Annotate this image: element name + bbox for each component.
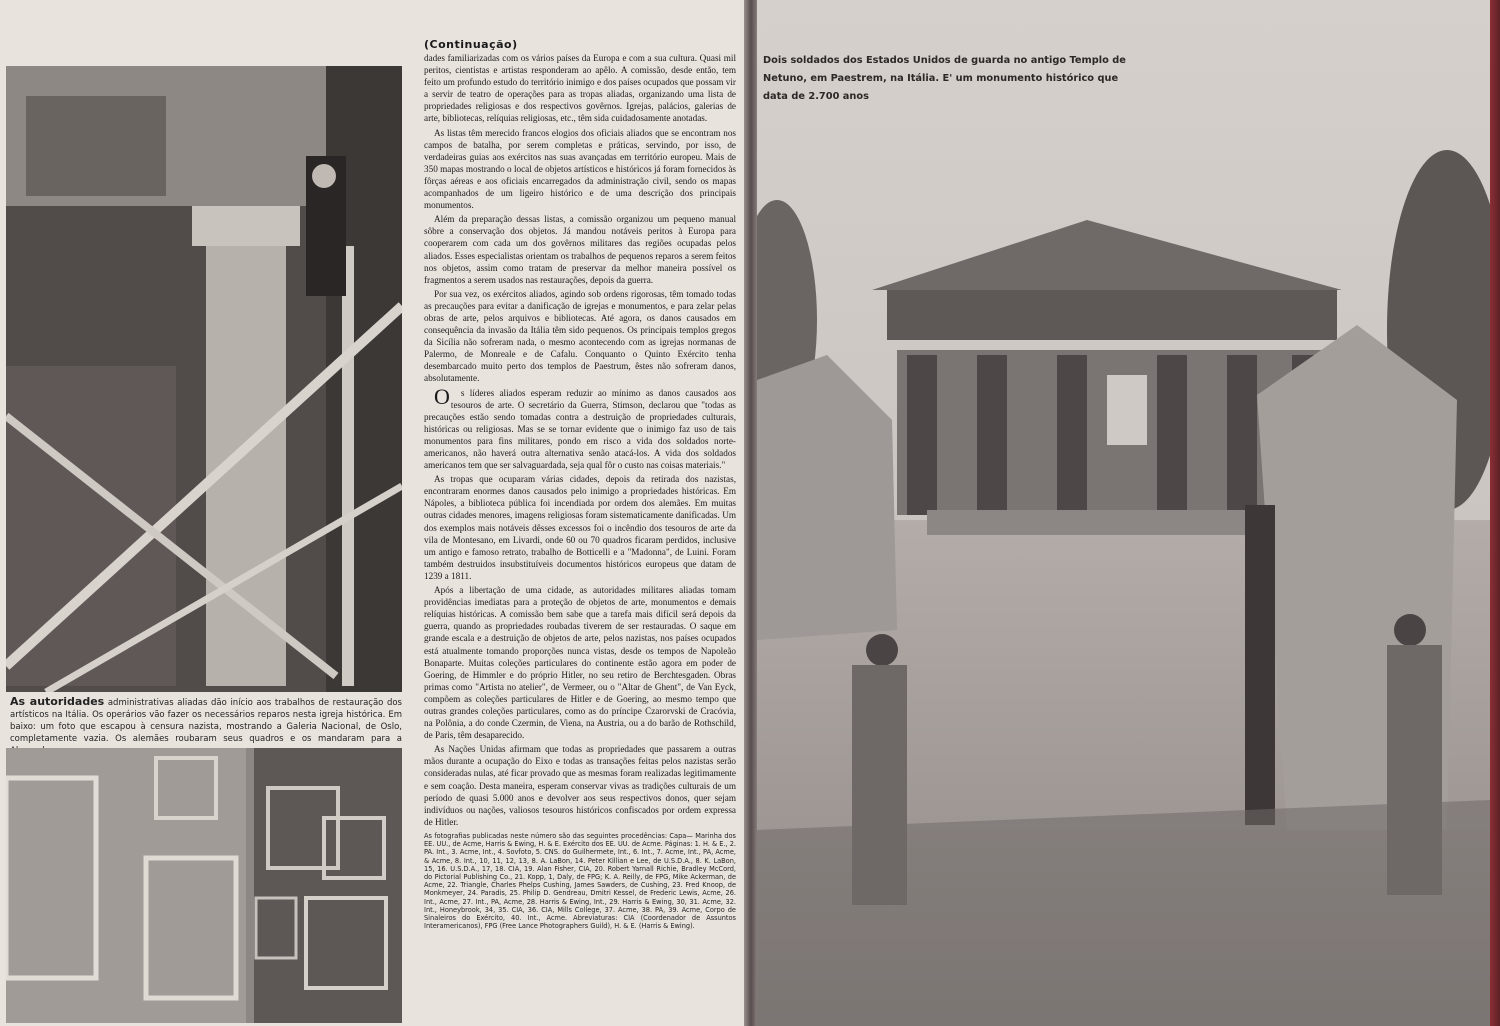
caption-lead: As autoridades xyxy=(10,695,105,708)
left-photo-caption xyxy=(10,696,402,748)
page-gutter xyxy=(744,0,758,1026)
church-restoration-photo xyxy=(6,66,402,692)
left-page xyxy=(0,0,748,1026)
article-paragraph: dades familiarizadas com os vários países da Europa e com a sua cultura. Quasi mil peritos, cientistas e artistas responderam ao apêlo. A comissão, desde então, tem feito um profundo estudo do território inimigo e dos países ocupados que possam vir a servir de teatro de operações para as tropas aliadas, organizando uma lista de propriedades religiosas e dos respectivos govêrnos. Igrejas, palácios, galerias de arte, bibliotecas, relíquias religiosas, etc., têm sida cuidadosamente anotadas. xyxy=(424,53,736,124)
temple-caption: Dois soldados dos Estados Unidos de guarda no antigo Templo de Netuno, em Paestrem, na Itália. E' um monumento histórico que data de 2.700 anos xyxy=(763,55,1126,102)
temple-photo-illustration xyxy=(757,0,1490,1026)
article-column xyxy=(424,38,736,1023)
gallery-photo-illustration xyxy=(6,748,402,1023)
article-paragraph: As Nações Unidas afirmam que todas as propriedades que passarem a outras mãos durante a ocupação do Eixo e todas as transações feitas pelos nazistas serão consideradas nulas, até ficar provado que as mesmas foram realizadas legitimamente e sem coação. Desta maneira, esperam conservar vivas as tradições culturais de um período de quasi 5.000 anos e devolver aos seus respectivos donos, quer sejam indivíduos ou nações, valiosos tesouros históricos confiscados por ordem expressa de Hitler. xyxy=(424,744,736,827)
article-paragraph: As listas têm merecido francos elogios dos oficiais aliados que se encontram nos campos de batalha, por serem completas e práticas, servindo, por isso, de verdadeiras guias aos exércitos nas suas avançadas em território europeu. Mais de 350 mapas mostrando o local de objetos artísticos e históricos já foram fornecidos às fôrças aéreas e aos oficiais encarregados da administração civil, sendo os mapas acompanhados de um ligeiro histórico e de uma descrição dos principais monumentos. xyxy=(424,127,736,211)
article-paragraph: Os líderes aliados esperam reduzir ao mínimo as danos causados aos tesouros de arte. O secretário da Guerra, Stimson, declarou que "todas as precauções estão sendo tomadas contra a destruição de propriedades culturais, históricas ou religiosas. Mas se se tornar evidente que o inimigo faz uso de tais monumentos para fins militares, pondo em risco a vida dos soldados norte-americanos, não haverá outra alternativa senão atacá-los. A vida dos soldados americanos tem que ser salvaguardada, seja qual fôr o custo nas coisas materiais." xyxy=(424,383,736,471)
right-page xyxy=(757,0,1490,1026)
church-photo-illustration xyxy=(6,66,402,692)
article-paragraph: Além da preparação dessas listas, a comissão organizou um pequeno manual sôbre a conservação dos objetos. Já mandou notáveis peritos à Europa para cooperarem com cada um dos govêrnos militares das regiões ocupadas pelos aliados. Esses especialistas orientam os trabalhos de pequenos reparos a serem feitos nos objetos, assim como tratam de preservar da melhor maneira possível os fragmentos a serem usados nas restaurações, depois da guerra. xyxy=(424,214,736,285)
article-heading: (Continuação) xyxy=(424,38,518,51)
article-paragraph: Após a libertação de uma cidade, as autoridades militares aliadas tomam providências imediatas para a proteção de objetos de arte, monumentos e demais relíquias históricas. A comissão bem sabe que a tarefa mais difícil será depois da guerra, quando as propriedades roubadas tiverem de ser restauradas. O saque em grande escala e a destruição de objetos de arte, pelos nazistas, nos países ocupados está atualmente tomando proporções nunca vistas, desde os tempos de Napoleão Bonaparte. Muitas coleções particulares do continente estão agora em poder de Goering, de Himmler e do próprio Hitler, no seu retiro de Berchtesgaden. Obras primas como "Artista no atelier", de Vermeer, ou o "Altar de Ghent", de Van Eyck, compõem as coleções particulares de Hitler e de Goering, ao mesmo tempo que outras grandes coleções particulares, como as do príncipe Czarorvski de Cracóvia, na Polônia, a do conde Czermin, de Viena, na Austria, ou a do barão de Rothschild, de Paris, têm desaparecido. xyxy=(424,585,736,741)
photo-credits: As fotografias publicadas neste número são das seguintes procedências: Capa— Marinha dos EE. UU., de Acme, Harris & Ewing, H. & E. Exército dos EE. UU. de Acme. Páginas: 1. H. & E., 2. PA. Int., 3. Acme, Int., 4. Sovfoto, 5. CNS. do Guilhermete, Int., 6. Int., 7. Acme, Int., PA, Acme, & Acme, 8. Int., 10, 11, 12, 13, 8. A. LaBon, 14. Peter Killian e Lee, de U.S.D.A., 8. K. LaBon, 15, 16. U.S.D.A., 17, 18. CIA, 19. Alan Fisher, CIA, 20. Robert Yarnall Richie, Bradley McCord, do Pictorial Publishing Co., 21. Kopp, 1, Daly, de FPG; K. A. Reilly, de FPG, Mike Ackerman, de Acme, 22. Triangle, Charles Phelps Cushing, James Sawders, de Cushing, 23. Fred Knoop, de Monkmeyer, 24. Paradis, 25. Philip D. Gendreau, Dmitri Kessel, de Frederic Lewis, Acme, 26. Int., Acme, 27. Int., PA, Acme, 28. Harris & Ewing, Int., 29. Harris & Ewing, 30, 31. Acme, 32. Int., Honeybrook, 34, 35. CIA, 36. CIA, Mills College, 37. Acme, 38. PA, 39. Acme, Corpo de Sinaleiros do Exército, 40. Int., Acme. Abreviaturas: CIA (Coordenador de Assuntos Interamericanos), FPG (Free Lance Photographers Guild), H. & E. (Harris & Ewing). xyxy=(424,831,736,931)
caption-text: administrativas aliadas dão início aos trabalhos de restauração dos artísticos na Itália. Os operários vão fazer os necessários reparos nesta igreja histórica. Em baixo: um foto que escapou à censura nazista, mostrando a Galeria Nacional, de Oslo, completamente vazia. Os alemães roubaram seus quadros e os mandaram para a xyxy=(10,698,402,744)
magazine-edge xyxy=(1490,0,1500,1026)
empty-gallery-photo xyxy=(6,748,402,1023)
article-paragraph: Por sua vez, os exércitos aliados, agindo sob ordens rigorosas, têm tomado todas as precauções para evitar a danificação de igrejas e monumentos, e para zelar pelas obras de arte, pelos arquivos e bibliotecas. Até agora, os danos causados em consequência da invasão da Itália têm sido pequenos. Os principais templos gregos da Sicília não sofreram nada, o mesmo acontecendo com as igrejas normanas de Palermo, de Monreale e de Cafalu. Conquanto o Quinto Exército tenha desembarcado muito perto dos templos de Paestrum, êstes não sofreram danos, absolutamente. xyxy=(424,288,736,384)
article-paragraph: As tropas que ocuparam várias cidades, depois da retirada dos nazistas, encontraram enormes danos causados pelo inimigo a propriedades históricas. Em Nápoles, a biblioteca pública foi incendiada por ordem dos alemães. Em muitas outras cidades menores, imagens religiosas foram sistematicamente danificadas. Um dos exemplos mais notáveis dêsses excessos foi o incêndio dos tesouros de arte da vila de Montesano, em Livardi, onde 60 ou 70 quadros ficaram perdidos, inclusive um antigo e famoso retrato, trabalho de Botticelli e a "Madonna", de Luini. Foram também destruidos insubstituíveis documentos históricos europeus que datam de 1239 a 1811. xyxy=(424,474,736,581)
